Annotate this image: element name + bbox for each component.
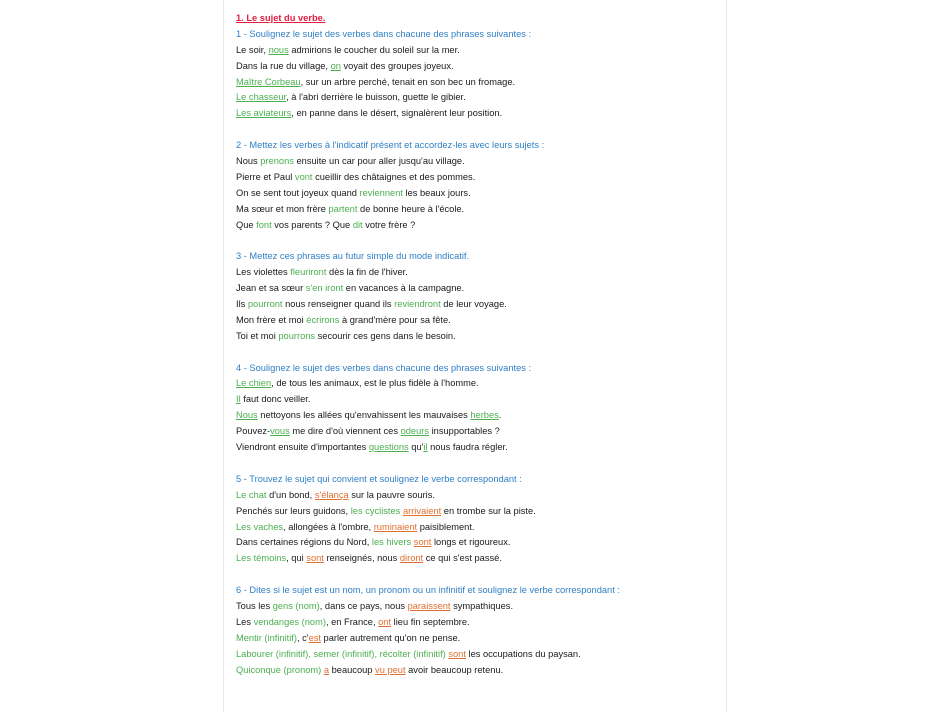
subject-word: Labourer (infinitif), semer (infinitif), récolter (infinitif) — [236, 648, 446, 659]
sentence-line — [236, 90, 722, 106]
sentence-text: secourir ces gens dans le besoin. — [315, 330, 456, 341]
exercise-heading: 3 - Mettez ces phrases au futur simple du mode indicatif. — [236, 251, 470, 262]
sentence-text: , en panne dans le désert, signalèrent leur position. — [291, 108, 503, 119]
sentence-text: Nous — [236, 156, 261, 167]
verb-word: s'élança — [314, 489, 349, 500]
sentence-line — [236, 106, 722, 122]
sentence-line — [236, 170, 722, 186]
subject-word: Les aviateurs — [236, 108, 292, 119]
sentence-text: voyait des groupes joyeux. — [340, 60, 454, 71]
subject-word: fleuriront — [290, 267, 327, 278]
subject-word: s'en iront — [305, 283, 344, 294]
verb-word: ruminaient — [373, 521, 418, 532]
exercise-heading: 4 - Soulignez le sujet des verbes dans chacune des phrases suivantes : — [236, 362, 532, 373]
sentence-text: Dans la rue du village, — [236, 60, 331, 71]
section-spacer — [236, 233, 722, 249]
verb-word: paraissent — [407, 600, 451, 611]
sentence-text: avoir beaucoup retenu. — [405, 664, 504, 675]
subject-word: les cyclistes — [350, 505, 401, 516]
verb-word: a — [323, 664, 330, 675]
sentence-text: sur la pauvre souris. — [348, 489, 435, 500]
sentence-text: de leur voyage. — [440, 299, 507, 310]
subject-word: Le chat — [236, 489, 267, 500]
sentence-line — [236, 392, 722, 408]
sentence-line — [236, 440, 722, 456]
subject-word: écrirons — [306, 314, 340, 325]
sentence-text: beaucoup — [329, 664, 376, 675]
sentence-line — [236, 599, 722, 615]
subject-word: vous — [270, 426, 290, 437]
sentence-text: Les violettes — [236, 267, 291, 278]
sentence-text: lieu fin septembre. — [391, 616, 470, 627]
sentence-text: insupportables ? — [429, 426, 500, 437]
verb-word: arrivaient — [402, 505, 442, 516]
sentence-text: , de tous les animaux, est le plus fidèle à l'homme. — [271, 378, 479, 389]
sentence-text: en trombe sur la piste. — [441, 505, 536, 516]
sentence-text: qu' — [408, 442, 424, 453]
subject-word: questions — [368, 442, 409, 453]
sentence-text: Pierre et Paul — [236, 171, 295, 182]
sentence-text: On se sent tout joyeux quand — [236, 187, 360, 198]
sentence-text: Ma sœur et mon frère — [236, 203, 329, 214]
verb-word: vu peut — [375, 664, 406, 675]
sentence-text: nettoyons les allées qu'envahissent les mauvaises — [257, 410, 471, 421]
subject-word: Le chasseur — [236, 92, 287, 103]
sentence-text: les beaux jours. — [402, 187, 471, 198]
subject-word: reviennent — [359, 187, 403, 198]
sentence-text: cueillir des châtaignes et des pommes. — [312, 171, 476, 182]
sentence-text: Tous les — [236, 600, 273, 611]
sentence-text: . — [498, 410, 502, 421]
sentence-line — [236, 504, 722, 520]
sentence-line — [236, 59, 722, 75]
sentence-text: renseignés, nous — [323, 553, 400, 564]
sentence-text: longs et rigoureux. — [431, 537, 511, 548]
sentence-text: Viendront ensuite d'importantes — [236, 442, 369, 453]
subject-word: Le chien — [236, 378, 272, 389]
subject-word: Quiconque (pronom) — [236, 664, 322, 675]
subject-word: odeurs — [400, 426, 430, 437]
sentence-text: , sur un arbre perché, tenait en son bec un fromage. — [300, 76, 516, 87]
subject-word: les hivers — [371, 537, 412, 548]
sentence-text: sympathiques. — [450, 600, 514, 611]
subject-word: dit — [352, 219, 363, 230]
sentence-line — [236, 376, 722, 392]
sentence-text: votre frère ? — [362, 219, 416, 230]
sentence-text: , qui — [286, 553, 307, 564]
sentence-line — [236, 218, 722, 234]
subject-word: Les vaches — [236, 521, 284, 532]
section-spacer — [236, 345, 722, 361]
sentence-line — [236, 75, 722, 91]
subject-word: il — [423, 442, 428, 453]
document-page — [223, 0, 727, 712]
subject-word: pourrons — [278, 330, 316, 341]
verb-word: sont — [413, 537, 432, 548]
sentence-text: Mon frère et moi — [236, 314, 307, 325]
sentence-line — [236, 424, 722, 440]
sentence-line — [236, 265, 722, 281]
subject-word: Il — [236, 394, 241, 405]
sentence-text: dès la fin de l'hiver. — [326, 267, 408, 278]
subject-word: on — [330, 60, 341, 71]
sentence-line — [236, 202, 722, 218]
sentence-text: , en France, — [325, 616, 379, 627]
sentence-text: nous renseigner quand ils — [282, 299, 395, 310]
sentence-line — [236, 281, 722, 297]
sentence-text: de bonne heure à l'école. — [357, 203, 465, 214]
sentence-text: , dans ce pays, nous — [319, 600, 408, 611]
sentence-text: Penchés sur leurs guidons, — [236, 505, 351, 516]
sentence-text: à grand'mère pour sa fête. — [339, 314, 451, 325]
sentence-line — [236, 647, 722, 663]
sentence-line — [236, 535, 722, 551]
document-content — [236, 11, 722, 678]
sentence-text: nous faudra régler. — [427, 442, 508, 453]
section-spacer — [236, 122, 722, 138]
sentence-text: en vacances à la campagne. — [343, 283, 465, 294]
subject-word: font — [256, 219, 272, 230]
sentence-line — [236, 313, 722, 329]
sentence-text: Pouvez- — [236, 426, 271, 437]
sentence-text: parler autrement qu'on ne pense. — [320, 632, 461, 643]
sentence-line — [236, 154, 722, 170]
sentence-text: Toi et moi — [236, 330, 279, 341]
exercise-heading: 5 - Trouvez le sujet qui convient et soulignez le verbe correspondant : — [236, 473, 522, 484]
sentence-text: , allongées à l'ombre, — [283, 521, 374, 532]
exercise-heading: 1 - Soulignez le sujet des verbes dans chacune des phrases suivantes : — [236, 28, 532, 39]
subject-word: nous — [268, 44, 289, 55]
subject-word: pourront — [247, 299, 283, 310]
sentence-line — [236, 488, 722, 504]
exercise-heading: 6 - Dites si le sujet est un nom, un pronom ou un infinitif et soulignez le verbe correspondant : — [236, 585, 620, 596]
sentence-text: Dans certaines régions du Nord, — [236, 537, 372, 548]
sentence-line — [236, 663, 722, 679]
sentence-text: faut donc veiller. — [240, 394, 311, 405]
subject-word: Les témoins — [236, 553, 287, 564]
sentence-line — [236, 520, 722, 536]
subject-word: Mentir (infinitif) — [236, 632, 297, 643]
sentence-line — [236, 186, 722, 202]
subject-word: herbes — [470, 410, 499, 421]
verb-word: sont — [306, 553, 324, 564]
sentence-line — [236, 43, 722, 59]
section-spacer — [236, 456, 722, 472]
sentence-line — [236, 329, 722, 345]
sentence-text: ce qui s'est passé. — [423, 553, 502, 564]
sentence-text: d'un bond, — [266, 489, 315, 500]
page-title: 1. Le sujet du verbe. — [236, 13, 326, 23]
verb-word: est — [308, 632, 321, 643]
sentence-text: , c' — [296, 632, 309, 643]
subject-word: Nous — [236, 410, 258, 421]
sentence-line — [236, 551, 722, 567]
verb-word: sont — [448, 648, 466, 659]
sentence-text: Les — [236, 616, 254, 627]
subject-word: vont — [294, 171, 313, 182]
subject-word: gens (nom) — [272, 600, 320, 611]
sentence-text: Le soir, — [236, 44, 269, 55]
subject-word: reviendront — [394, 299, 441, 310]
sentence-line — [236, 631, 722, 647]
exercise-heading: 2 - Mettez les verbes à l'indicatif présent et accordez-les avec leurs sujets : — [236, 140, 545, 151]
sentence-line — [236, 615, 722, 631]
sentence-text: les occupations du paysan. — [465, 648, 581, 659]
verb-word: diront — [399, 553, 424, 564]
sentence-text: Que — [236, 219, 257, 230]
sentence-text: Jean et sa sœur — [236, 283, 306, 294]
sentence-text: ensuite un car pour aller jusqu'au village. — [293, 156, 465, 167]
verb-word: ont — [378, 616, 392, 627]
subject-word: vendanges (nom) — [253, 616, 326, 627]
sentence-text: me dire d'où viennent ces — [289, 426, 401, 437]
subject-word: Maître Corbeau — [236, 76, 301, 87]
sentence-text: Ils — [236, 299, 248, 310]
sentence-line — [236, 297, 722, 313]
sentence-text: paisiblement. — [417, 521, 475, 532]
section-spacer — [236, 567, 722, 583]
sentence-text: vos parents ? Que — [271, 219, 353, 230]
sentence-text: admirions le coucher du soleil sur la mer. — [288, 44, 460, 55]
sentence-line — [236, 408, 722, 424]
subject-word: prenons — [260, 156, 294, 167]
subject-word: partent — [328, 203, 358, 214]
sentence-text: , à l'abri derrière le buisson, guette le gibier. — [286, 92, 466, 103]
